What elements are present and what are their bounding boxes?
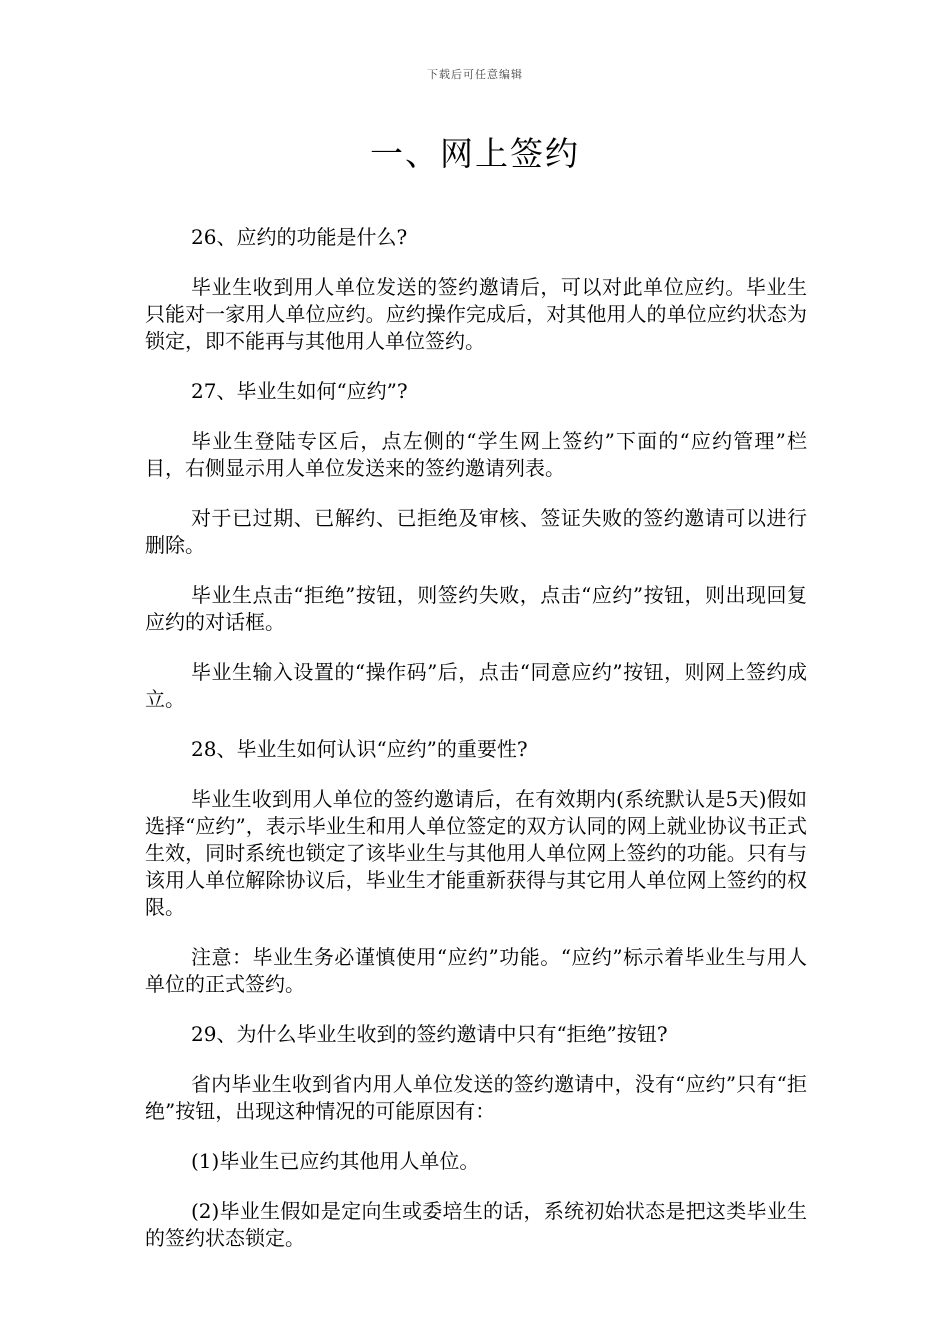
question-heading: 26、应约的功能是什么? xyxy=(191,225,408,249)
answer-paragraph: 毕业生登陆专区后，点左侧的“学生网上签约”下面的“应约管理”栏目，右侧显示用人单位发送来的签约邀请列表。 xyxy=(145,429,807,480)
header-note: 下载后可任意编辑 xyxy=(427,68,523,81)
answer-paragraph: 毕业生收到用人单位发送的签约邀请后，可以对此单位应约。毕业生只能对一家用人单位应约。应约操作完成后，对其他用人的单位应约状态为锁定，即不能再与其他用人单位签约。 xyxy=(145,275,807,353)
document-body xyxy=(145,224,807,1275)
answer-paragraph: 对于已过期、已解约、已拒绝及审核、签证失败的签约邀请可以进行删除。 xyxy=(145,506,807,557)
question-heading: 28、毕业生如何认识“应约”的重要性? xyxy=(191,737,528,761)
answer-paragraph: 毕业生点击“拒绝”按钮，则签约失败，点击“应约”按钮，则出现回复应约的对话框。 xyxy=(145,583,807,634)
list-item: (1)毕业生已应约其他用人单位。 xyxy=(191,1149,480,1173)
question-heading: 29、为什么毕业生收到的签约邀请中只有“拒绝”按钮? xyxy=(191,1022,668,1046)
answer-paragraph: 毕业生输入设置的“操作码”后，点击“同意应约”按钮，则网上签约成立。 xyxy=(145,660,807,711)
answer-paragraph: 毕业生收到用人单位的签约邀请后，在有效期内(系统默认是5天)假如选择“应约”，表示毕业生和用人单位签定的双方认同的网上就业协议书正式生效，同时系统也锁定了该毕业生与其他用人单位网上签约的功能。只有与该用人单位解除协议后，毕业生才能重新获得与其它用人单位网上签约的权限。 xyxy=(145,787,807,919)
question-heading: 27、毕业生如何“应约”? xyxy=(191,379,408,403)
note-paragraph: 注意：毕业生务必谨慎使用“应约”功能。“应约”标示着毕业生与用人单位的正式签约。 xyxy=(145,945,807,996)
answer-paragraph: 省内毕业生收到省内用人单位发送的签约邀请中，没有“应约”只有“拒绝”按钮，出现这种情况的可能原因有： xyxy=(145,1072,807,1123)
document-title: 一、网上签约 xyxy=(370,134,580,173)
list-item: (2)毕业生假如是定向生或委培生的话，系统初始状态是把这类毕业生的签约状态锁定。 xyxy=(145,1199,807,1250)
